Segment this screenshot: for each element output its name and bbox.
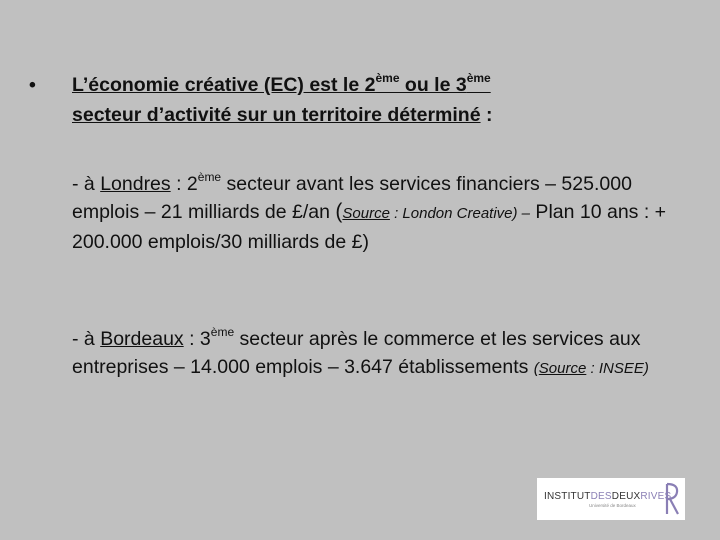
london-sup: ème [197, 170, 222, 184]
bordeaux-part2: secteur après le commerce et les services aux entreprises – 14.000 emplois – 3.647 établissements [72, 328, 641, 378]
institut-logo [537, 478, 685, 520]
london-part3: Plan 10 ans : + 200.000 emplois/30 milliards de £) [72, 201, 667, 253]
bullet-dot: • [29, 74, 36, 96]
london-part1: : 2 [170, 173, 198, 195]
london-paren-open: ( [335, 200, 343, 223]
london-part2: secteur avant les services financiers – 525.000 emplois – 21 milliards de £/an [72, 173, 632, 223]
main-bullet [29, 70, 669, 130]
london-city: Londres [100, 173, 171, 195]
london-prefix: - à [72, 173, 101, 195]
logo-r-mark-icon [664, 482, 680, 516]
bullet-text [72, 70, 669, 130]
bullet-text-tail: : [480, 104, 493, 126]
bordeaux-source-open: ( [533, 360, 539, 377]
bordeaux-source-rest: : INSEE) [586, 360, 649, 377]
bordeaux-sup: ème [210, 325, 235, 339]
london-paragraph [72, 170, 702, 256]
logo-subtitle: Université de Bordeaux [589, 502, 636, 508]
london-source-rest: : London Creative) – [389, 205, 531, 222]
bordeaux-part1: : 3 [183, 328, 211, 350]
bullet-text-part2: ou le 3 [399, 74, 467, 96]
bordeaux-prefix: - à [72, 328, 101, 350]
bullet-text-part3: secteur d’activité sur un territoire déterminé [72, 104, 481, 126]
bullet-sup2: ème [466, 71, 491, 85]
logo-text: INSTITUTDESDEUXRIVES [544, 490, 672, 502]
bullet-sup1: ème [375, 71, 400, 85]
bullet-text-part1: L’économie créative (EC) est le 2 [72, 74, 376, 96]
bordeaux-source-word: Source [538, 360, 587, 377]
bordeaux-city: Bordeaux [100, 328, 184, 350]
london-source-word: Source [342, 205, 390, 222]
bordeaux-paragraph [72, 325, 702, 383]
